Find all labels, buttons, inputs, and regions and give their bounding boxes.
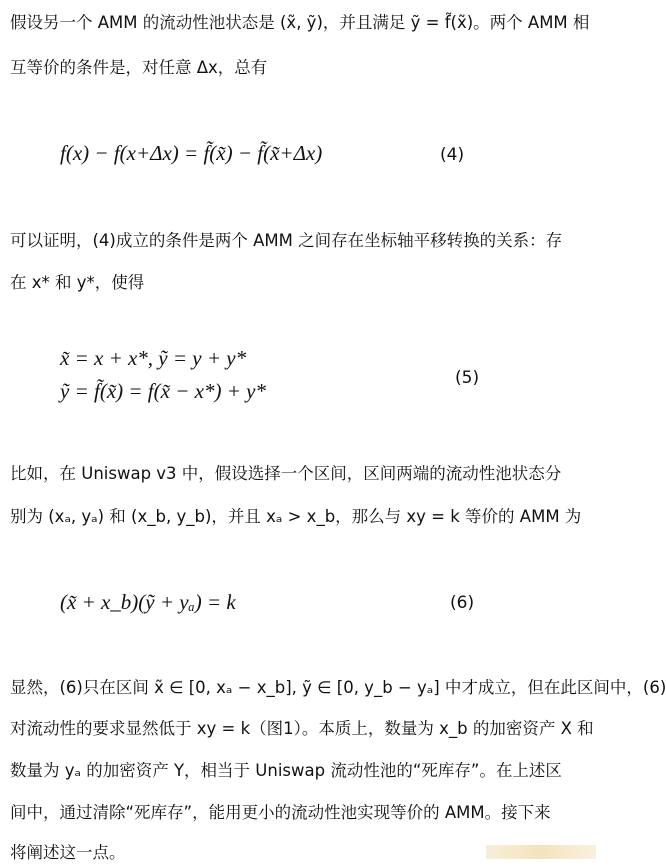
paragraph-3-line-2: 别为 (xₐ, yₐ) 和 (x_b, y_b)，并且 xₐ > x_b，那么与 xy = k 等价的 AMM 为	[10, 507, 582, 526]
paragraph-4-line-4: 间中，通过清除“死库存”，能用更小的流动性池实现等价的 AMM。接下来	[10, 803, 551, 822]
paragraph-2-line-2: 在 x* 和 y*，使得	[10, 273, 145, 292]
paragraph-4-line-2: 对流动性的要求显然低于 xy = k（图1）。本质上，数量为 x_b 的加密资产 X 和	[10, 719, 594, 738]
equation-5-number: (5)	[455, 368, 480, 388]
equation-5-line-1: x̃ = x + x*, ỹ = y + y*	[60, 346, 247, 370]
equation-6: (x̃ + x_b)(ỹ + yₐ) = k	[60, 590, 236, 614]
watermark-strip	[486, 845, 596, 859]
equation-4-number: (4)	[440, 145, 465, 165]
paragraph-4-line-5: 将阐述这一点。	[10, 843, 126, 862]
paragraph-4-line-1: 显然，(6)只在区间 x̃ ∈ [0, xₐ − x_b], ỹ ∈ [0, y_b − yₐ] 中才成立，但在此区间中，(6)	[10, 678, 666, 697]
paragraph-3-line-1: 比如，在 Uniswap v3 中，假设选择一个区间，区间两端的流动性池状态分	[10, 464, 562, 483]
paragraph-4-line-3: 数量为 yₐ 的加密资产 Y，相当于 Uniswap 流动性池的“死库存”。在上述区	[10, 761, 562, 780]
paragraph-2-line-1: 可以证明，(4)成立的条件是两个 AMM 之间存在坐标轴平移转换的关系：存	[10, 231, 563, 250]
equation-6-number: (6)	[450, 593, 475, 613]
paragraph-1-line-1: 假设另一个 AMM 的流动性池状态是 (x̃, ỹ)，并且满足 ỹ = f̃(x̃)。两个 AMM 相	[10, 13, 590, 32]
paragraph-1-line-2: 互等价的条件是，对任意 Δx，总有	[10, 58, 268, 77]
equation-5-line-2: ỹ = f̃(x̃) = f(x̃ − x*) + y*	[60, 379, 266, 403]
equation-4: f(x) − f(x+Δx) = f̃(x̃) − f̃(x̃+Δx)	[60, 141, 323, 165]
